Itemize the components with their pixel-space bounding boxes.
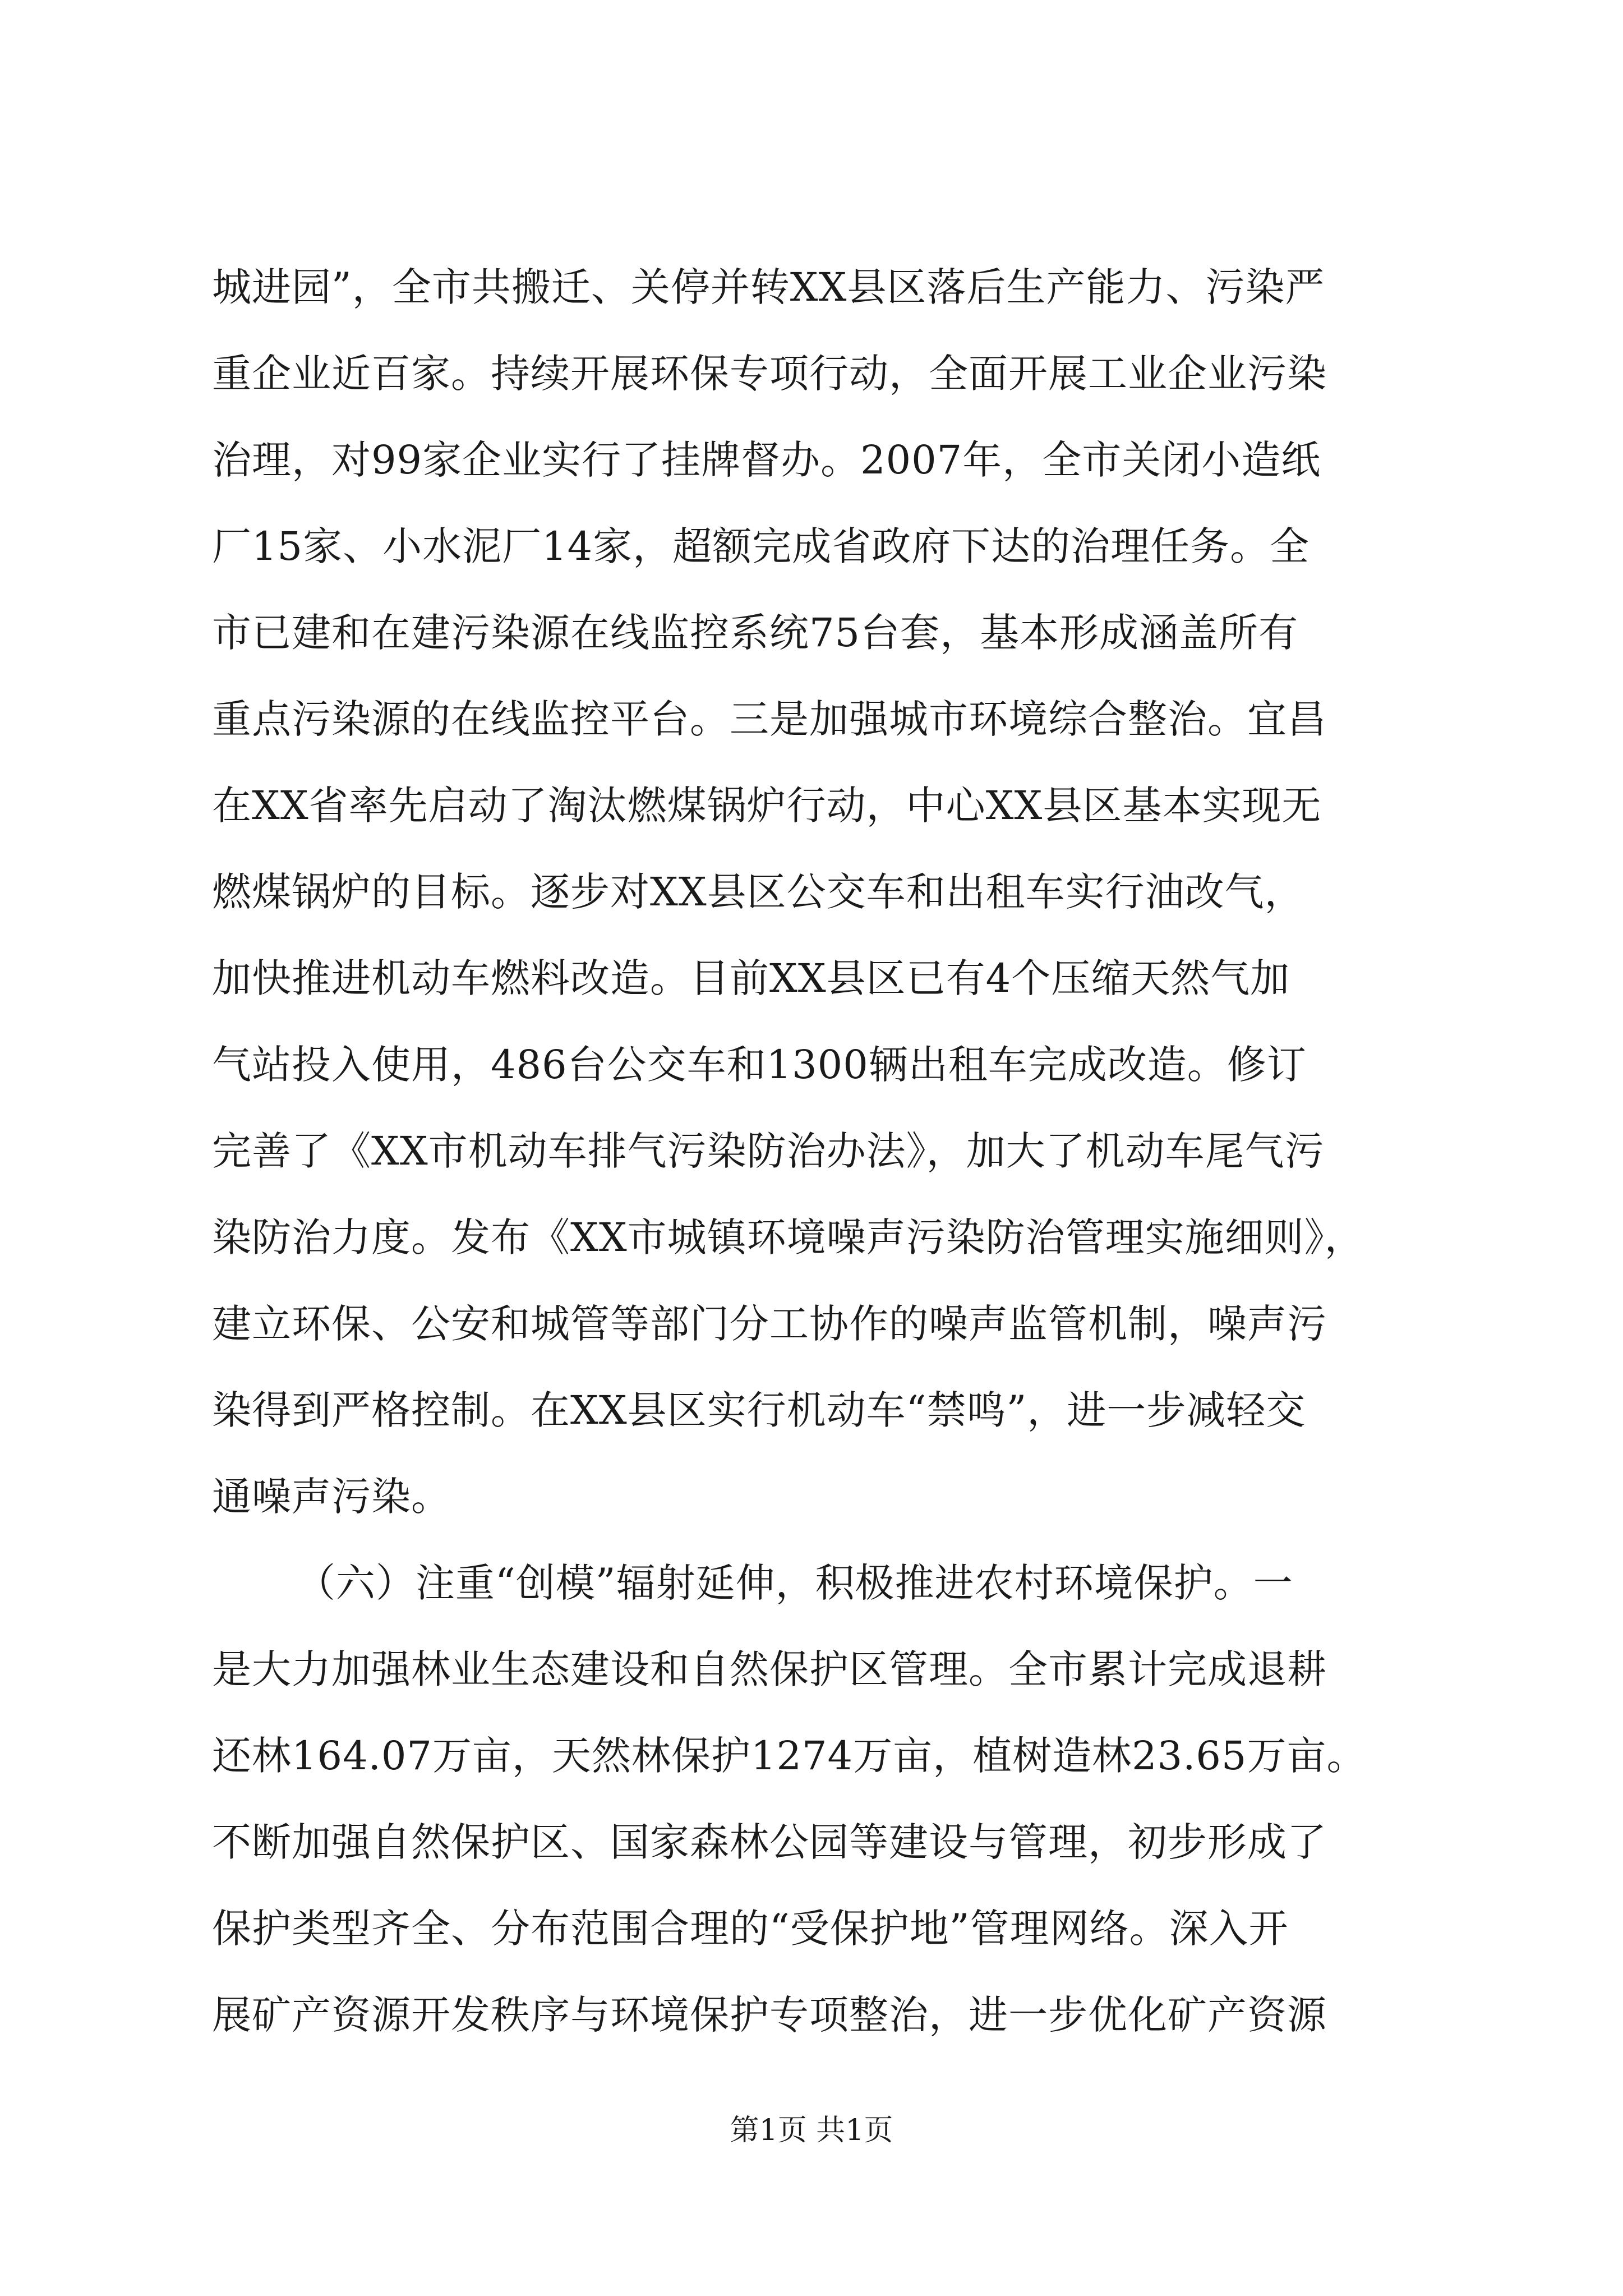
text-line-21: 展矿产资源开发秩序与环境保护专项整治，进一步优化矿产资源 xyxy=(212,1992,1327,2038)
text-line-11: 完善了《XX市机动车排气污染防治办法》，加大了机动车尾气污 xyxy=(212,1128,1325,1174)
page-footer xyxy=(0,2108,1623,2153)
text-line-7: 在XX省率先启动了淘汰燃煤锅炉行动，中心XX县区基本实现无 xyxy=(212,783,1322,829)
text-line-12: 染防治力度。发布《XX市城镇环境噪声污染防治管理实施细则》， xyxy=(212,1214,1364,1260)
text-line-14: 染得到严格控制。在XX县区实行机动车“禁鸣”，进一步减轻交 xyxy=(212,1387,1306,1433)
text-line-6: 重点污染源的在线监控平台。三是加强城市环境综合整治。宜昌 xyxy=(212,696,1327,742)
text-line-5: 市已建和在建污染源在线监控系统75台套，基本形成涵盖所有 xyxy=(212,610,1299,656)
text-line-19: 不断加强自然保护区、国家森林公园等建设与管理，初步形成了 xyxy=(212,1819,1327,1865)
text-line-10: 气站投入使用，486台公交车和1300辆出租车完成改造。修订 xyxy=(212,1042,1307,1088)
page-number: 第1页 共1页 xyxy=(730,2114,893,2147)
text-line-3: 治理，对99家企业实行了挂牌督办。2007年，全市关闭小造纸 xyxy=(212,437,1321,483)
text-line-17: 是大力加强林业生态建设和自然保护区管理。全市累计完成退耕 xyxy=(212,1646,1327,1692)
text-line-13: 建立环保、公安和城管等部门分工协作的噪声监管机制，噪声污 xyxy=(212,1301,1327,1347)
text-line-9: 加快推进机动车燃料改造。目前XX县区已有4个压缩天然气加 xyxy=(212,955,1290,1001)
text-line-20: 保护类型齐全、分布范围合理的“受保护地”管理网络。深入开 xyxy=(212,1906,1289,1952)
text-line-1: 城进园”，全市共搬迁、关停并转XX县区落后生产能力、污染严 xyxy=(212,264,1325,310)
text-line-8: 燃煤锅炉的目标。逐步对XX县区公交车和出租车实行油改气， xyxy=(212,869,1304,915)
text-line-4: 厂15家、小水泥厂14家，超额完成省政府下达的治理任务。全 xyxy=(212,523,1310,569)
text-line-18: 还林164.07万亩，天然林保护1274万亩，植树造林23.65万亩。 xyxy=(212,1733,1367,1779)
text-line-16: （六）注重“创模”辐射延伸，积极推进农村环境保护。一 xyxy=(296,1560,1293,1606)
text-line-15: 通噪声污染。 xyxy=(212,1474,451,1520)
text-line-2: 重企业近百家。持续开展环保专项行动，全面开展工业企业污染 xyxy=(212,351,1327,397)
